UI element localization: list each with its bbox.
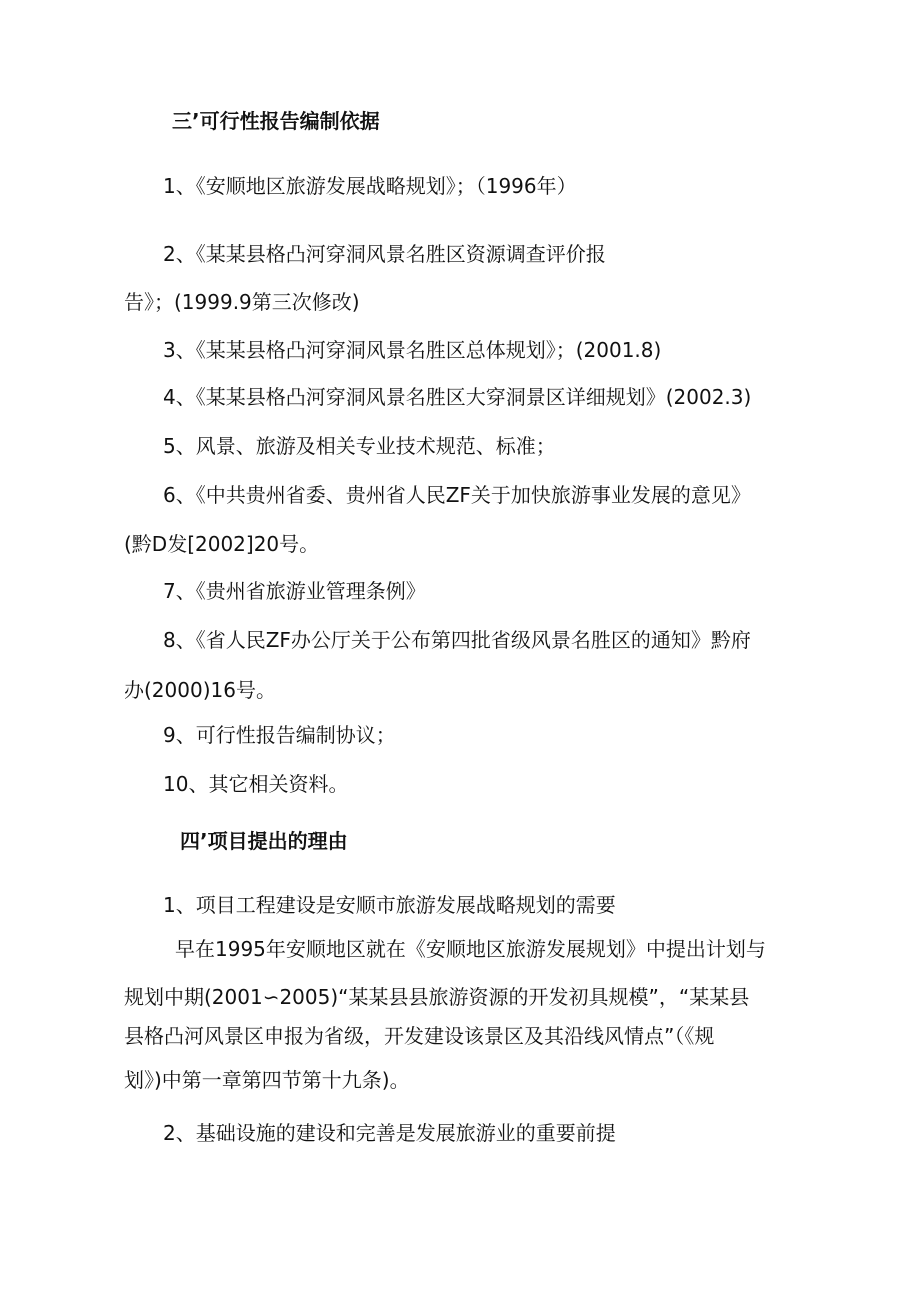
- basis-item-4: 4、《某某县格凸河穿洞风景名胜区大穿洞景区详细规划》(2002.3): [163, 385, 752, 409]
- section-heading-project-reasons: 四’项目提出的理由: [180, 829, 348, 853]
- basis-item-2-continued: 告》；(1999.9第三次修改): [124, 290, 360, 314]
- basis-item-5: 5、风景、旅游及相关专业技术规范、标准；: [163, 434, 556, 458]
- reason-1-paragraph-line-1: 早在1995年安顺地区就在《安顺地区旅游发展规划》中提出计划与: [175, 937, 766, 961]
- reason-1-paragraph-line-4: 划》)中第一章第四节第十九条)。: [124, 1068, 410, 1092]
- reason-1-paragraph-line-3: 县格凸河风景区申报为省级，开发建设该景区及其沿线风情点”（《规: [124, 1024, 715, 1048]
- basis-item-6: 6、《中共贵州省委、贵州省人民ZF关于加快旅游事业发展的意见》: [163, 483, 751, 507]
- basis-item-8: 8、《省人民ZF办公厅关于公布第四批省级风景名胜区的通知》黔府: [163, 628, 751, 652]
- basis-item-3: 3、《某某县格凸河穿洞风景名胜区总体规划》；(2001.8): [163, 338, 662, 362]
- basis-item-2: 2、《某某县格凸河穿洞风景名胜区资源调查评价报: [163, 242, 606, 266]
- reason-1-title: 1、项目工程建设是安顺市旅游发展战略规划的需要: [163, 893, 616, 917]
- reason-2-title: 2、基础设施的建设和完善是发展旅游业的重要前提: [163, 1121, 616, 1145]
- basis-item-9: 9、可行性报告编制协议；: [163, 723, 396, 747]
- basis-item-1: 1、《安顺地区旅游发展战略规划》；（1996年）: [163, 174, 577, 198]
- reason-1-paragraph-line-2: 规划中期(2001∽2005)“某某县县旅游资源的开发初具规模”，“某某县: [124, 985, 750, 1009]
- basis-item-10: 10、其它相关资料。: [163, 772, 349, 796]
- basis-item-6-continued: (黔D发[2002]20号。: [124, 532, 320, 556]
- section-heading-feasibility-basis: 三’可行性报告编制依据: [172, 109, 380, 133]
- basis-item-7: 7、《贵州省旅游业管理条例》: [163, 579, 426, 603]
- basis-item-8-continued: 办(2000)16号。: [124, 678, 276, 702]
